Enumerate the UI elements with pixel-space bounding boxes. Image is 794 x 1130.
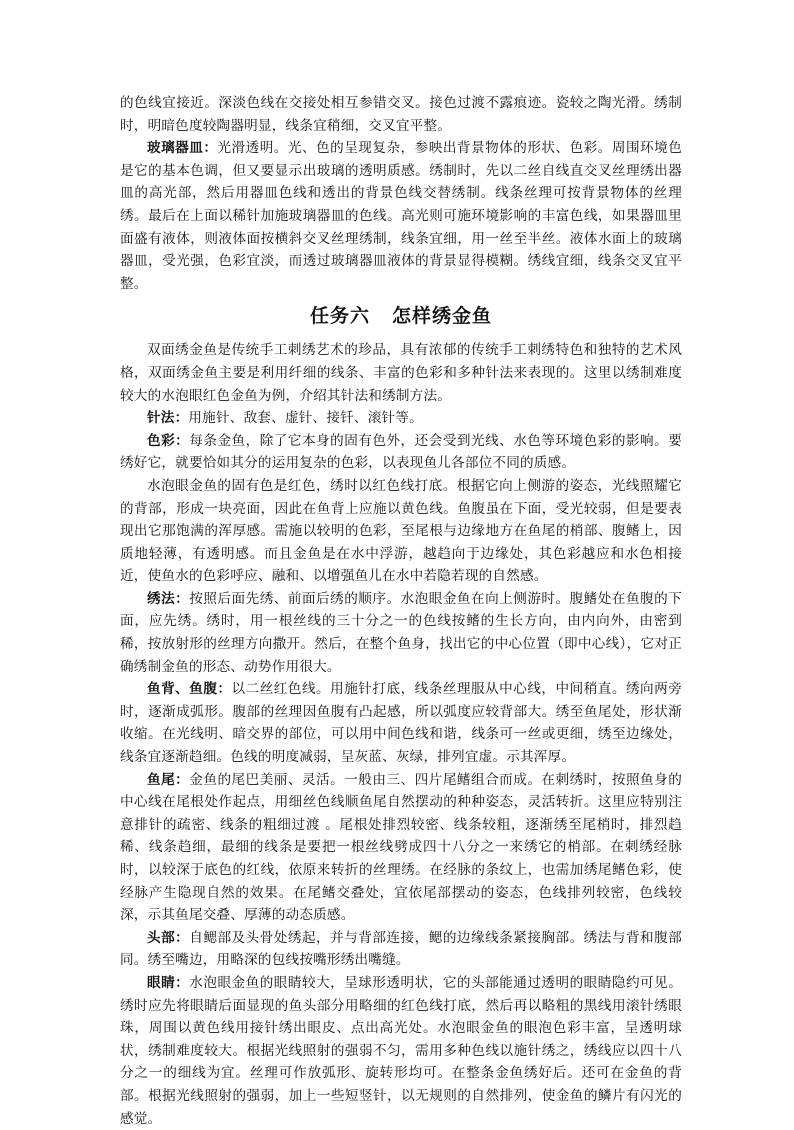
- paragraph-text: 按照后面先绣、前面后绣的顺序。水泡眼金鱼在向上侧游时。腹鳍处在鱼腹的下面，应先绣。绣时，用一根丝线的三十分之一的色线按鳍的生长方向，由内向外，由密到稀，按放射形的丝理方向撒开。然后，在整个鱼身，找出它的中心位置（即中心线），它对正确绣制金鱼的形态、动势作用很大。: [120, 590, 682, 675]
- paragraph-term: 针法：: [147, 410, 189, 427]
- body-paragraph-intro: [120, 339, 682, 407]
- paragraph-term: 绣法：: [147, 590, 190, 607]
- document-page: [120, 92, 682, 1130]
- glass-term: 玻璃器皿：: [147, 140, 218, 157]
- body-paragraph-eyes: [120, 972, 682, 1130]
- body-paragraph-tail: [120, 769, 682, 927]
- glass-text: 光滑透明。光、色的呈现复杂，参映出背景物体的形状、色彩。周围环境色是它的基本色调，但又要显示出玻璃的透明质感。绣制时，先以二丝自线直交叉丝理绣出器皿的高光部，然后用器皿色线和透出的背景色线交替绣制。线条丝理可按背景物体的丝理绣。最后在上面以稀针加施玻璃器皿的色线。高光则可施环境影响的丰富色线，如果器皿里面盛有液体，则液体面按横斜交叉丝理绣制，线条宜细，用一丝至半丝。液体水面上的玻璃器皿，受光强，色彩宜淡，而透过玻璃器皿液体的背景显得模糊。绣线宜细，线条交叉宜平整。: [120, 140, 682, 292]
- paragraph-text: 自鳃部及头骨处绣起，并与背部连接，鳃的边缘线条紧接胸部。绣法与背和腹部同。绣至嘴边，用略深的包线按嘴形绣出嘴缝。: [120, 929, 682, 969]
- paragraph-text: 水泡眼金鱼的眼睛较大，呈球形透明状，它的头部能通过透明的眼睛隐约可见。绣时应先将眼睛后面显现的鱼头部分用略细的红色线打底，然后再以略粗的黑线用滚针绣眼珠，周围以黄色线用接针绣出眼皮、点出高光处。水泡眼金鱼的眼泡色彩丰富，呈透明球状，绣制难度较大。根据光线照射的强弱不匀，需用多种色线以施针绣之，绣线应以四十八分之一的细线为宜。丝理可作放弧形、旋转形均可。在整条金鱼绣好后。还可在金鱼的背部。根据光线照射的强弱，加上一些短竖针，以无规则的自然排列，使金鱼的鳞片有闪光的感觉。: [120, 974, 682, 1127]
- paragraph-term: 鱼尾：: [147, 771, 190, 788]
- paragraph-text: 水泡眼金鱼的固有色是红色，绣时以红色线打底。根据它向上侧游的姿态，光线照耀它的背部，形成一块亮面，因此在鱼背上应施以黄色线。鱼腹虽在下面，受光较弱，但是要表现出它那饱满的浑厚感。需施以较明的色彩，至尾根与边缘地方在鱼尾的梢部、腹鳍上，因质地轻薄，有透明感。而且金鱼是在水中浮游，越趋向于边缘处，其色彩越应和水色相接近，使鱼水的色彩呼应、融和、以增强鱼儿在水中若隐若现的自然感。: [120, 477, 682, 585]
- body-paragraph-head: [120, 927, 682, 972]
- paragraph-text: 双面绣金鱼是传统手工刺绣艺术的珍品，具有浓郁的传统手工刺绣特色和独特的艺术风格，双面绣金鱼主要是利用纤细的线条、丰富的色彩和多种针法来表现的。这里以绣制难度较大的水泡眼红色金鱼为例，介绍其针法和绣制方法。: [120, 342, 682, 404]
- paragraph-term: 头部：: [147, 929, 190, 946]
- section-heading: 怎样绣金鱼: [392, 305, 493, 328]
- body-paragraph-back-belly: [120, 678, 682, 768]
- paragraph-term: 色彩：: [147, 432, 190, 449]
- paragraph-text: 金鱼的尾巴美丽、灵活。一般由三、四片尾鳍组合而成。在刺绣时，按照鱼身的中心线在尾根处作起点，用细丝色线顺鱼尾自然摆动的种种姿态，灵活转折。这里应特别注意排针的疏密、线条的粗细过渡 。尾根处排烈较密、线条较粗，逐渐绣至尾梢时，排烈趋稀、线条趋细，最细的线条是要把一根丝线劈成四十八分之一来绣它的梢部。在刺绣经脉时，以较深于底色的红线，依原来转折的丝理绣。在经脉的条纹上，也需加绣尾鳍色彩，使经脉产生隐现自然的效果。在尾鳍交叠处，宜依尾部摆动的姿态，色线排列较密，色线较深，示其鱼尾交叠、厚薄的动态质感。: [120, 771, 682, 924]
- paragraph-text: 以二丝红色线。用施针打底，线条丝理服从中心线，中间稍直。绣向两旁时，逐渐成弧形。腹部的丝理因鱼腹有凸起感，所以弧度应较背部大。绣至鱼尾处，形状渐收缩。在光线明、暗交界的部位，可以用中间色线和谐，线条可一丝或更细，绣至边缘处，线条宜逐渐趋细。色线的明度减弱，呈灰蓝、灰绿，排列宜虚。示其浑厚。: [120, 681, 683, 766]
- intro-paragraph: 的色线宜接近。深淡色线在交接处相互参错交叉。接色过渡不露痕迹。瓷较之陶光滑。绣制时，明暗色度较陶器明显，线条宜稍细，交叉宜平整。: [120, 95, 682, 134]
- section-number: 任务六: [309, 305, 370, 328]
- paragraph-text: 用施针、敌套、虚针、接钎、滚针等。: [188, 410, 423, 427]
- body-paragraph-color-detail: [120, 475, 682, 588]
- body-paragraph-method: [120, 588, 682, 678]
- body-paragraph-needle: [120, 407, 682, 430]
- body-paragraph-color: [120, 430, 682, 475]
- glass-paragraph: [120, 137, 682, 295]
- paragraph-text: 每条金鱼，除了它本身的固有色外，还会受到光线、水色等环境色彩的影响。要绣好它，就要恰如其分的运用复杂的色彩，以表现鱼儿各部位不同的质感。: [120, 432, 682, 472]
- paragraph-term: 鱼背、鱼腹：: [147, 681, 232, 698]
- section-title: [120, 303, 682, 329]
- paragraph-term: 眼睛：: [147, 974, 190, 991]
